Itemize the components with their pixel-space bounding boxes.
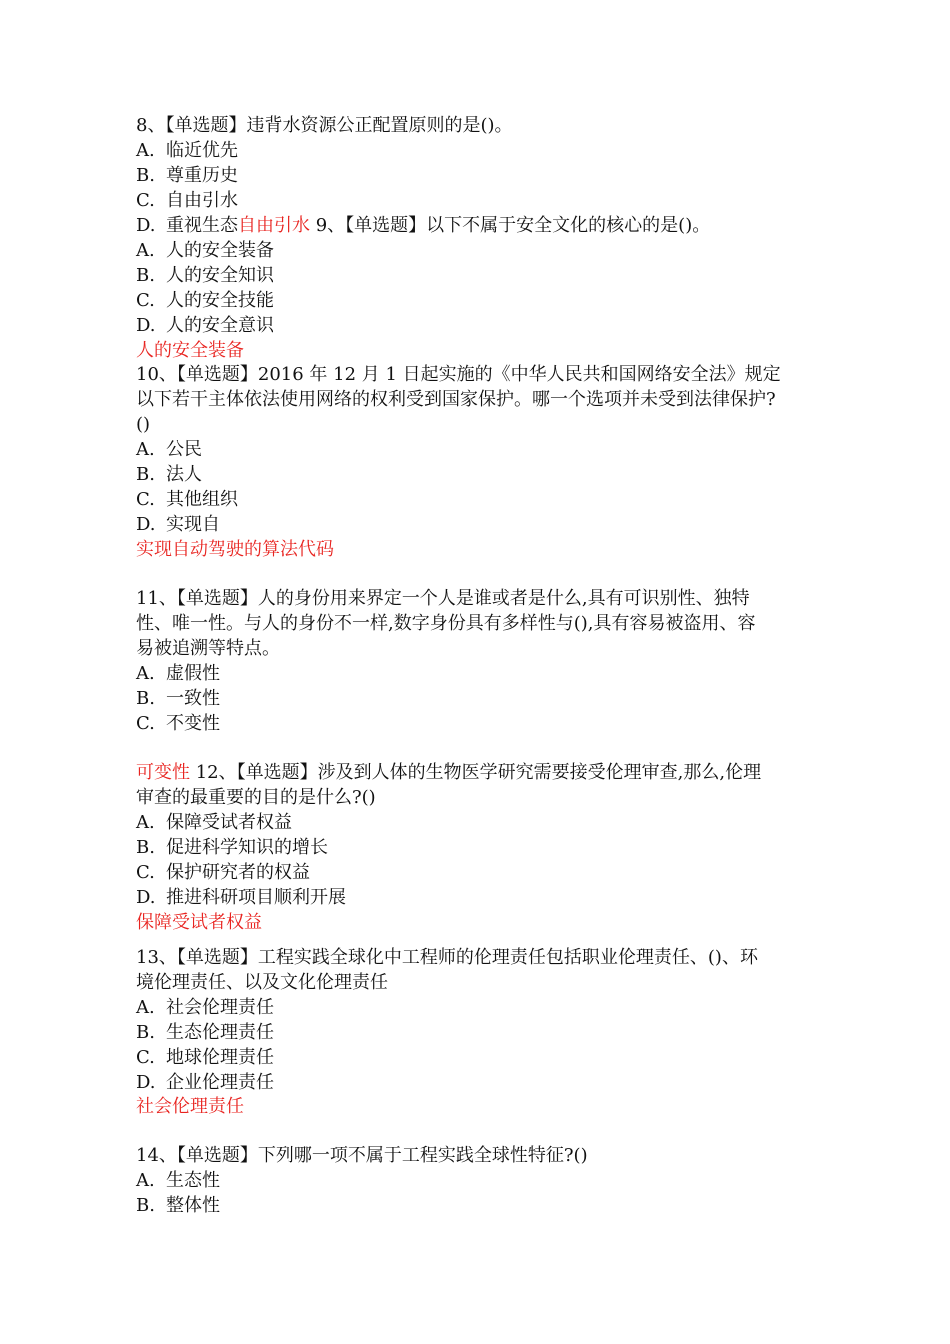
option-letter: C. — [136, 1047, 155, 1068]
option-letter: B. — [136, 1022, 155, 1043]
question-9-option-a — [136, 238, 274, 263]
question-10-option-d — [136, 512, 220, 537]
option-text: 人的安全意识 — [166, 315, 274, 336]
option-text: 人的安全知识 — [166, 265, 274, 286]
question-8-option-c — [136, 188, 238, 213]
question-10-stem-line-3: () — [136, 414, 151, 435]
option-text: 企业伦理责任 — [166, 1072, 274, 1093]
option-letter: A. — [136, 663, 155, 684]
question-11-option-c — [136, 711, 220, 736]
option-letter: B. — [136, 165, 155, 186]
question-11-answer: 可变性 — [136, 762, 190, 783]
option-letter: C. — [136, 489, 155, 510]
question-12-option-c — [136, 860, 310, 885]
question-10-option-b — [136, 462, 202, 487]
option-text: 社会伦理责任 — [166, 997, 274, 1018]
option-letter: D. — [136, 215, 156, 236]
option-letter: B. — [136, 837, 155, 858]
question-9-option-d — [136, 313, 274, 338]
option-text: 尊重历史 — [166, 165, 238, 186]
option-text: 生态伦理责任 — [166, 1022, 274, 1043]
option-letter: D. — [136, 1072, 156, 1093]
option-letter: C. — [136, 862, 155, 883]
question-12-stem-line-2: 审查的最重要的目的是什么?() — [136, 787, 376, 808]
option-text: 公民 — [166, 439, 202, 460]
option-letter: D. — [136, 315, 156, 336]
question-12-option-a — [136, 810, 292, 835]
question-12-answer: 保障受试者权益 — [136, 912, 262, 933]
option-letter: D. — [136, 514, 156, 535]
option-text: 保障受试者权益 — [166, 812, 292, 833]
option-text: 法人 — [166, 464, 202, 485]
option-letter: C. — [136, 290, 155, 311]
option-text: 虚假性 — [166, 663, 220, 684]
option-text: 自由引水 — [166, 190, 238, 211]
option-letter: A. — [136, 240, 155, 261]
question-9-option-b — [136, 263, 274, 288]
option-text: 实现自 — [166, 514, 220, 535]
option-letter: A. — [136, 439, 155, 460]
option-letter: B. — [136, 688, 155, 709]
question-10-stem-line-2: 以下若干主体依法使用网络的权利受到国家保护。哪一个选项并未受到法律保护? — [136, 389, 776, 410]
question-9-answer: 人的安全装备 — [136, 340, 244, 361]
option-letter: A. — [136, 140, 155, 161]
option-text: 不变性 — [166, 713, 220, 734]
option-letter: A. — [136, 1170, 155, 1191]
question-8-option-a — [136, 138, 238, 163]
question-13-option-a — [136, 995, 274, 1020]
question-12-stem-line-1: 12、【单选题】涉及到人体的生物医学研究需要接受伦理审查,那么,伦理 — [195, 762, 762, 783]
question-11-stem-line-2: 性、唯一性。与人的身份不一样,数字身份具有多样性与(),具有容易被盗用、容 — [136, 613, 756, 634]
question-11-stem-line-1: 11、【单选题】人的身份用来界定一个人是谁或者是什么,具有可识别性、独特 — [136, 588, 750, 609]
question-13-stem-line-1: 13、【单选题】工程实践全球化中工程师的伦理责任包括职业伦理责任、()、环 — [136, 947, 758, 968]
option-text: 一致性 — [166, 688, 220, 709]
question-8-stem: 8、【单选题】违背水资源公正配置原则的是()。 — [136, 115, 513, 136]
question-13-stem-line-2: 境伦理责任、以及文化伦理责任 — [136, 972, 388, 993]
option-text: 生态性 — [166, 1170, 220, 1191]
question-10-answer: 实现自动驾驶的算法代码 — [136, 539, 334, 560]
option-text: 推进科研项目顺利开展 — [166, 887, 346, 908]
option-text: 其他组织 — [166, 489, 238, 510]
option-letter: C. — [136, 190, 155, 211]
option-letter: B. — [136, 265, 155, 286]
option-letter: A. — [136, 812, 155, 833]
option-text: 地球伦理责任 — [166, 1047, 274, 1068]
option-letter: B. — [136, 464, 155, 485]
question-13-option-b — [136, 1020, 274, 1045]
option-text: 人的安全技能 — [166, 290, 274, 311]
question-10-option-c — [136, 487, 238, 512]
question-13-answer: 社会伦理责任 — [136, 1096, 244, 1117]
question-14-stem: 14、【单选题】下列哪一项不属于工程实践全球性特征?() — [136, 1145, 588, 1166]
question-10-stem-line-1: 10、【单选题】2016 年 12 月 1 日起实施的《中华人民共和国网络安全法》规定 — [136, 364, 781, 385]
question-13-option-c — [136, 1045, 274, 1070]
question-13-option-d — [136, 1070, 274, 1095]
option-text: 人的安全装备 — [166, 240, 274, 261]
question-12-option-d — [136, 885, 346, 910]
option-letter: D. — [136, 887, 156, 908]
option-text: 整体性 — [166, 1195, 220, 1216]
question-11-option-a — [136, 661, 220, 686]
question-8-answer: 自由引水 — [238, 215, 310, 236]
question-14-option-b — [136, 1193, 220, 1218]
option-text: 临近优先 — [166, 140, 238, 161]
option-text: 促进科学知识的增长 — [166, 837, 328, 858]
question-11-stem-line-3: 易被追溯等特点。 — [136, 638, 280, 659]
question-12-option-b — [136, 835, 328, 860]
question-11-answer-and-question-12-stem — [136, 760, 761, 785]
option-text: 重视生态 — [166, 215, 238, 236]
option-letter: A. — [136, 997, 155, 1018]
question-8-option-d-and-question-9-stem — [136, 213, 710, 238]
question-8-option-b — [136, 163, 238, 188]
question-11-option-b — [136, 686, 220, 711]
question-14-option-a — [136, 1168, 220, 1193]
question-9-stem: 9、【单选题】以下不属于安全文化的核心的是()。 — [315, 215, 711, 236]
question-10-option-a — [136, 437, 202, 462]
option-letter: C. — [136, 713, 155, 734]
option-text: 保护研究者的权益 — [166, 862, 310, 883]
option-letter: B. — [136, 1195, 155, 1216]
question-9-option-c — [136, 288, 274, 313]
